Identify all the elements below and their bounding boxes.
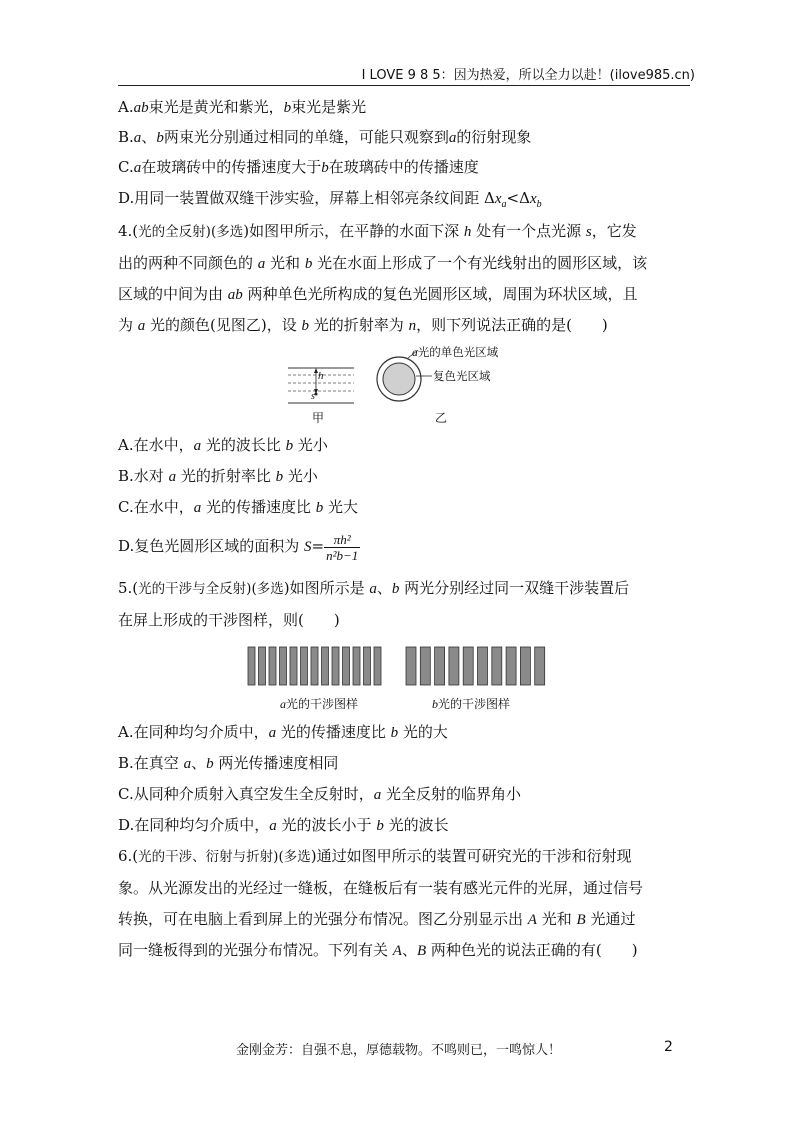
q6-stem-line3: 转换，可在电脑上看到屏上的光强分布情况。图乙分别显示出 A 光和 B 光通过 xyxy=(118,910,636,928)
q4-option-a: A.在水中，a 光的波长比 b 光小 xyxy=(118,436,328,454)
fringe-a xyxy=(343,647,350,685)
header-text: I LOVE 9 8 5：因为热爱，所以全力以赴！(ilove985.cn) xyxy=(361,68,695,83)
footer-motto: 金刚金芳：自强不息，厚德载物。不鸣则已，一鸣惊人！ xyxy=(236,1043,562,1058)
fringe-b xyxy=(406,647,416,685)
fringe-a xyxy=(322,647,329,685)
header-rule xyxy=(118,85,690,86)
fringe-a xyxy=(248,647,255,685)
fringe-a xyxy=(290,647,297,685)
fringe-b xyxy=(535,647,545,685)
fringe-b xyxy=(478,647,488,685)
q5-stem-line2: 在屏上形成的干涉图样，则( ) xyxy=(118,611,340,629)
q5-stem-line1: 5.(光的干涉与全反射)(多选)如图所示是 a、b 两光分别经过同一双缝干涉装置后 xyxy=(118,579,630,597)
q4-option-d: D.复色光圆形区域的面积为 S= $\frac{\text{πh²}}{\text{n²b−1}}$ xyxy=(118,531,359,563)
q6-stem-line2: 象。从光源发出的光经过一缝板，在缝板后有一装有感光元件的光屏，通过信号 xyxy=(118,879,644,897)
fig-caption-b: b光的干涉图样 xyxy=(432,697,511,711)
fringe-b xyxy=(420,647,430,685)
q4-stem-line1: 4.(光的全反射)(多选)如图甲所示，在平静的水面下深 h 处有一个点光源 s，它发 xyxy=(118,222,637,240)
fringe-b xyxy=(463,647,473,685)
fringe-b xyxy=(520,647,530,685)
fig-jia-label: 甲 xyxy=(312,411,325,425)
fringe-a xyxy=(353,647,360,685)
fringe-a xyxy=(269,647,276,685)
page-header xyxy=(0,64,793,86)
fringe-b xyxy=(506,647,516,685)
fig-label-mono: a光的单色光区域 xyxy=(412,345,499,359)
q5-option-d: D.在同种均匀介质中，a 光的波长小于 b 光的波长 xyxy=(118,816,449,834)
fig-caption-a: a光的干涉图样 xyxy=(280,697,359,711)
inner-circle xyxy=(383,363,415,395)
fringe-a xyxy=(374,647,381,685)
q4-figure xyxy=(284,345,514,428)
fig-h-label: h xyxy=(318,370,324,382)
fringe-a xyxy=(332,647,339,685)
q6-stem-line1: 6.(光的干涉、衍射与折射)(多选)通过如图甲所示的装置可研究光的干涉和衍射现 xyxy=(118,847,632,865)
q5-option-c: C.从同种介质射入真空发生全反射时，a 光全反射的临界角小 xyxy=(118,785,521,803)
page-number: 2 xyxy=(664,1039,673,1055)
q4-stem-line2: 出的两种不同颜色的 a 光和 b 光在水面上形成了一个有光线射出的圆形区域，该 xyxy=(118,254,648,272)
q4-option-c: C.在水中，a 光的传播速度比 b 光大 xyxy=(118,498,359,516)
q5-option-a: A.在同种均匀介质中，a 光的传播速度比 b 光的大 xyxy=(118,723,448,741)
fringe-a xyxy=(259,647,266,685)
fringe-patterns xyxy=(246,645,546,689)
q4-option-b: B.水对 a 光的折射率比 b 光小 xyxy=(118,467,318,485)
fringe-b xyxy=(435,647,445,685)
area-fraction: $\frac{\text{πh²}}{\text{n²b−1}}$ xyxy=(326,531,359,563)
q4-stem-line3: 区域的中间为由 ab 两种单色光所构成的复色光圆形区域，周围为环状区域，且 xyxy=(118,285,638,303)
q3-option-a: A.ab束光是黄光和紫光，b束光是紫光 xyxy=(118,98,367,116)
fig-label-composite: 复色光区域 xyxy=(433,369,491,383)
fringe-b xyxy=(492,647,502,685)
q3-option-d: D.用同一装置做双缝干涉实验，屏幕上相邻亮条纹间距 $\Delta x_a<\Delta x_b$ xyxy=(118,189,542,210)
fringe-a xyxy=(364,647,371,685)
fig-yi-label: 乙 xyxy=(435,411,448,425)
q3-option-c: C.a在玻璃砖中的传播速度大于b在玻璃砖中的传播速度 xyxy=(118,158,479,176)
fig-s-label: s xyxy=(311,391,315,402)
fringe-a xyxy=(301,647,308,685)
fringe-b xyxy=(449,647,459,685)
q6-stem-line4: 同一缝板得到的光强分布情况。下列有关 A、B 两种色光的说法正确的有( ) xyxy=(118,941,638,959)
fringe-a xyxy=(311,647,318,685)
q3-option-b: B.a、b两束光分别通过相同的单缝，可能只观察到a的衍射现象 xyxy=(118,128,532,146)
q5-figure xyxy=(246,645,546,715)
fringe-a xyxy=(280,647,287,685)
q5-option-b: B.在真空 a、b 两光传播速度相同 xyxy=(118,754,339,772)
q4-stem-line4: 为 a 光的颜色(见图乙)，设 b 光的折射率为 n，则下列说法正确的是( ) xyxy=(118,316,608,334)
